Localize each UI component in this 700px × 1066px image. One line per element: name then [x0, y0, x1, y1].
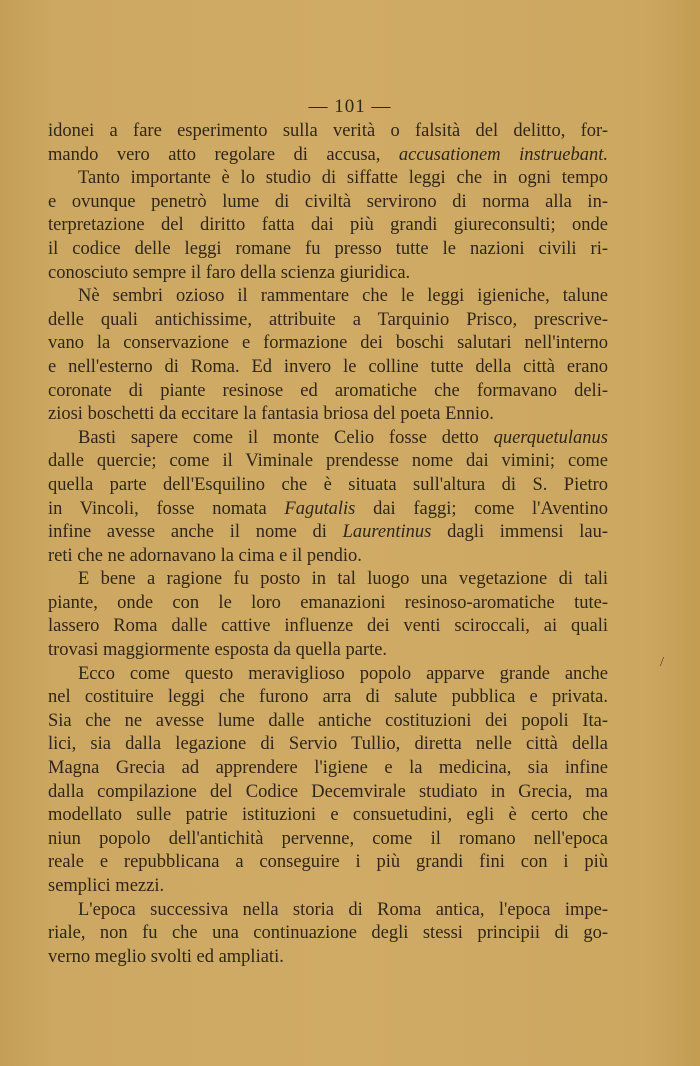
text-line: reti che ne adornavano la cima e il pendio.	[48, 545, 362, 566]
text-segment: Basti sapere come il monte Celio fosse detto	[78, 427, 494, 448]
text-line: dalle quercie; come il Viminale prendesse nome dai vimini; come	[48, 451, 608, 472]
text-line: trovasi maggiormente esposta da quella parte.	[48, 640, 388, 661]
text-line: delle quali antichissime, attribuite a Tarquinio Prisco, prescrive-	[48, 309, 608, 330]
text-line: Sia che ne avesse lume dalle antiche costituzioni dei popoli Ita-	[48, 710, 608, 731]
text-line: L'epoca successiva nella storia di Roma antica, l'epoca impe-	[78, 899, 608, 920]
text-segment: mando vero atto regolare di accusa,	[48, 144, 399, 165]
text-line: E bene a ragione fu posto in tal luogo una vegetazione di tali	[78, 569, 608, 590]
text-line: Nè sembri ozioso il rammentare che le leggi igieniche, talune	[78, 286, 608, 307]
text-line: terpretazione del diritto fatta dai più grandi giureconsulti; onde	[48, 215, 608, 236]
text-line: nel costituire leggi che furono arra di salute pubblica e privata.	[48, 687, 608, 708]
text-line	[48, 521, 608, 545]
text-line: semplici mezzi.	[48, 876, 165, 896]
italic-term: querquetulanus	[493, 427, 608, 448]
text-line: Tanto importante è lo studio di siffatte leggi che in ogni tempo	[78, 168, 608, 189]
italic-term: Laurentinus	[342, 522, 432, 543]
margin-pencil-mark: /	[660, 655, 664, 670]
text-segment: in Vincoli, fosse nomata	[48, 498, 285, 519]
text-line	[48, 498, 608, 522]
text-line: Ecco come questo meraviglioso popolo apparve grande anche	[78, 663, 608, 684]
text-line: dalla compilazione del Codice Decemvirale studiato in Grecia, ma	[48, 781, 608, 802]
text-line: reale e repubblicana a conseguire i più grandi fini con i più	[48, 852, 608, 873]
text-line: verno meglio svolti ed ampliati.	[48, 946, 284, 967]
page-number: — 101 —	[308, 96, 392, 117]
text-line: Magna Grecia ad apprendere l'igiene e la medicina, sia infine	[48, 758, 608, 779]
text-line: modellato sulle patrie istituzioni e consuetudini, egli è certo che	[48, 805, 608, 826]
text-line: ziosi boschetti da eccitare la fantasia briosa del poeta Ennio.	[48, 404, 494, 425]
text-line: conosciuto sempre il faro della scienza giuridica.	[48, 262, 411, 283]
body-text	[48, 120, 608, 969]
text-line: niun popolo dell'antichità pervenne, come il romano nell'epoca	[48, 828, 608, 849]
text-line: idonei a fare esperimento sulla verità o falsità del delitto, for-	[48, 121, 608, 141]
text-line: riale, non fu che una continuazione degli stessi principii di go-	[48, 923, 608, 944]
text-line: vano la conservazione e formazione dei boschi salutari nell'interno	[48, 333, 608, 354]
text-line: piante, onde con le loro emanazioni resinoso-aromatiche tute-	[48, 592, 608, 613]
text-segment: infine avesse anche il nome di	[48, 522, 343, 543]
italic-term: Fagutalis	[284, 498, 356, 519]
text-line	[48, 427, 608, 451]
text-line: lici, sia dalla legazione di Servio Tullio, diretta nelle città della	[48, 734, 608, 755]
text-line: e nell'esterno di Roma. Ed invero le colline tutte della città erano	[48, 356, 608, 377]
text-line: il codice delle leggi romane fu presso tutte le nazioni civili ri-	[48, 238, 608, 259]
text-segment: dai faggi; come l'Aventino	[355, 498, 608, 519]
text-line: lassero Roma dalle cattive influenze dei venti sciroccali, ai quali	[48, 616, 608, 637]
text-line: e ovunque penetrò lume di civiltà servirono di norma alla in-	[48, 191, 608, 212]
text-line: coronate di piante resinose ed aromatiche che formavano deli-	[48, 380, 608, 401]
text-segment: dagli immensi lau-	[431, 522, 608, 543]
text-line: quella parte dell'Esquilino che è situata sull'altura di S. Pietro	[48, 474, 608, 495]
text-line	[48, 144, 608, 168]
italic-term: accusationem instruebant.	[398, 144, 608, 165]
